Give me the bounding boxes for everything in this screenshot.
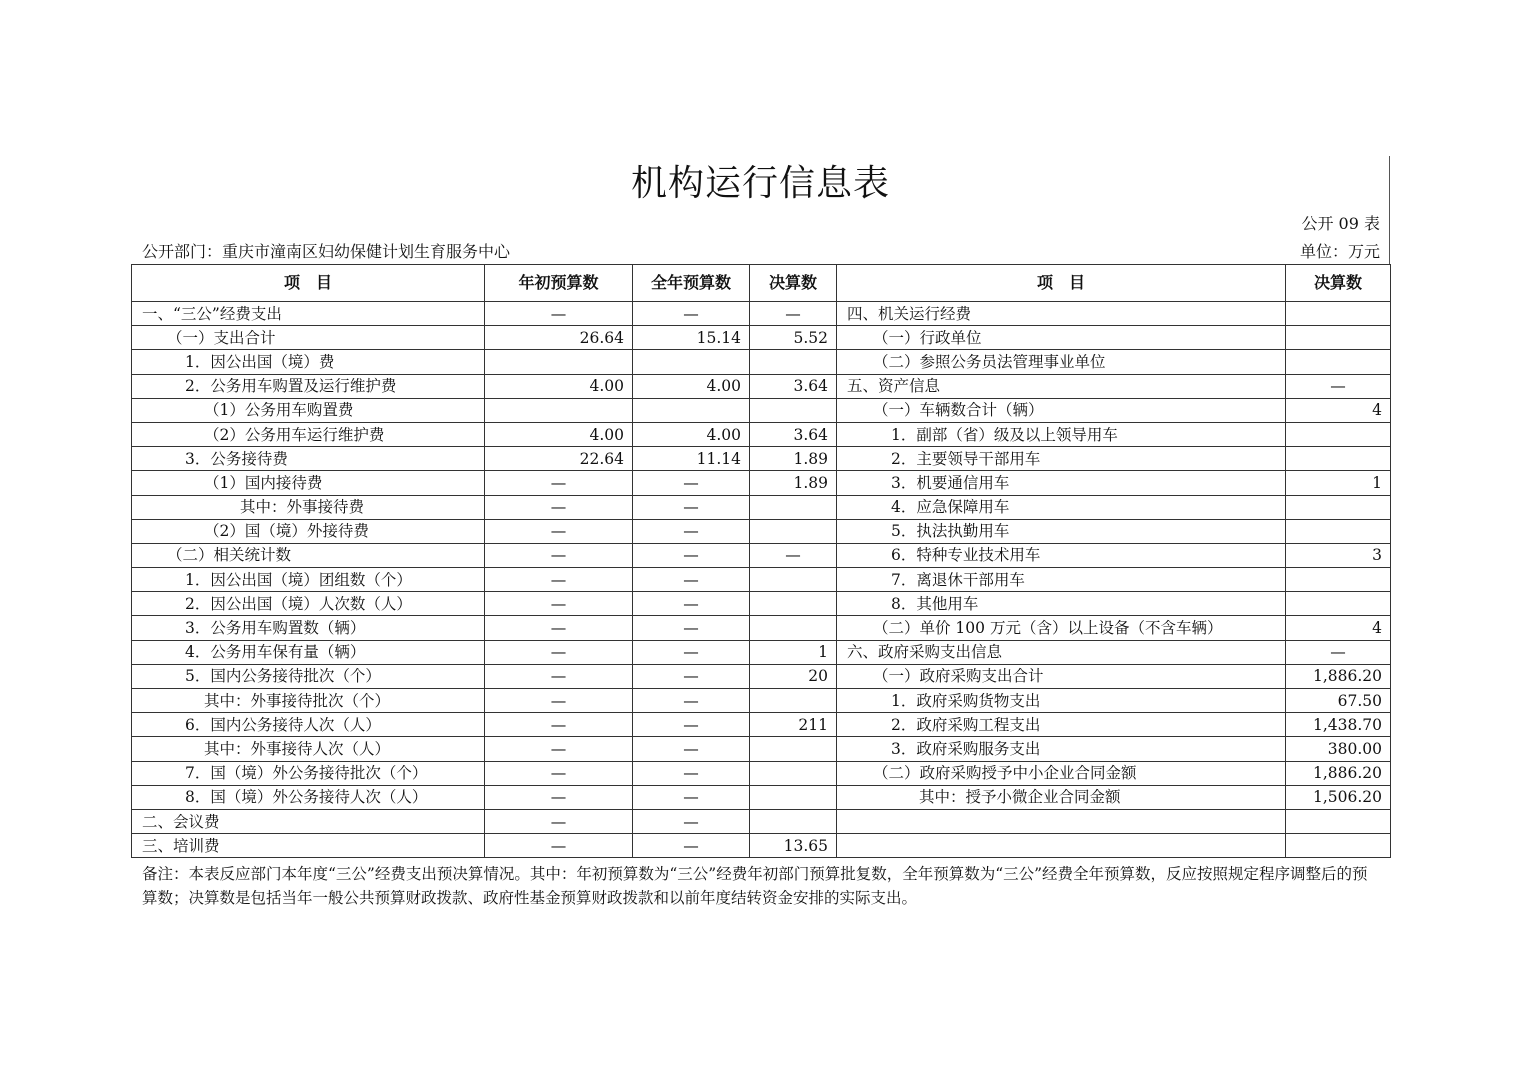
annual-budget-cell: — — [633, 809, 750, 833]
table-row — [132, 785, 1391, 809]
table-row — [132, 592, 1391, 616]
annual-budget-cell: 4.00 — [633, 422, 750, 446]
initial-budget-cell: — — [485, 785, 633, 809]
initial-budget-cell: — — [485, 761, 633, 785]
annual-budget-cell — [633, 398, 750, 422]
annual-budget-cell: — — [633, 471, 750, 495]
table-row — [132, 495, 1391, 519]
right-final-cell: 1,886.20 — [1286, 664, 1391, 688]
left-item: 1．因公出国（境）团组数（个） — [132, 568, 485, 592]
table-row — [132, 519, 1391, 543]
right-item: （二）参照公务员法管理事业单位 — [837, 350, 1286, 374]
right-final-cell: 380.00 — [1286, 737, 1391, 761]
table-row — [132, 422, 1391, 446]
right-final-cell: 67.50 — [1286, 689, 1391, 713]
right-final-cell: 4 — [1286, 616, 1391, 640]
final-cell: 20 — [750, 664, 837, 688]
right-final-cell — [1286, 447, 1391, 471]
final-cell — [750, 568, 837, 592]
initial-budget-cell: — — [485, 471, 633, 495]
annual-budget-cell: — — [633, 689, 750, 713]
left-item: 二、会议费 — [132, 809, 485, 833]
annual-budget-cell: — — [633, 543, 750, 567]
initial-budget-cell: 22.64 — [485, 447, 633, 471]
final-cell — [750, 616, 837, 640]
right-final-cell — [1286, 834, 1391, 858]
right-item: 2．政府采购工程支出 — [837, 713, 1286, 737]
left-item: 3．公务用车购置数（辆） — [132, 616, 485, 640]
table-header-row — [132, 265, 1391, 302]
right-final-cell: 1,438.70 — [1286, 713, 1391, 737]
left-item: 8．国（境）外公务接待人次（人） — [132, 785, 485, 809]
department-label: 公开部门：重庆市潼南区妇幼保健计划生育服务中心 — [142, 242, 511, 261]
annual-budget-cell: — — [633, 640, 750, 664]
table-row — [132, 809, 1391, 833]
annual-budget-cell: — — [633, 568, 750, 592]
table-row — [132, 713, 1391, 737]
final-cell: 1.89 — [750, 471, 837, 495]
right-item: 6．特种专业技术用车 — [837, 543, 1286, 567]
annual-budget-cell: — — [633, 302, 750, 326]
right-item: 2．主要领导干部用车 — [837, 447, 1286, 471]
final-cell: 3.64 — [750, 374, 837, 398]
right-item: 5．执法执勤用车 — [837, 519, 1286, 543]
final-cell — [750, 495, 837, 519]
info-table — [131, 264, 1391, 858]
initial-budget-cell: — — [485, 302, 633, 326]
final-cell — [750, 785, 837, 809]
final-cell: 1 — [750, 640, 837, 664]
right-item: 3．机要通信用车 — [837, 471, 1286, 495]
table-row — [132, 616, 1391, 640]
left-item: 2．因公出国（境）人次数（人） — [132, 592, 485, 616]
page-title: 机构运行信息表 — [630, 163, 890, 204]
left-item: 4．公务用车保有量（辆） — [132, 640, 485, 664]
annual-budget-cell — [633, 350, 750, 374]
final-cell: — — [750, 302, 837, 326]
final-cell: 1.89 — [750, 447, 837, 471]
right-final-cell: 1 — [1286, 471, 1391, 495]
right-final-cell — [1286, 592, 1391, 616]
right-final-cell — [1286, 326, 1391, 350]
header-item-right: 项 目 — [837, 265, 1286, 302]
right-item: 3．政府采购服务支出 — [837, 737, 1286, 761]
table-row — [132, 640, 1391, 664]
initial-budget-cell: — — [485, 543, 633, 567]
left-item: 1．因公出国（境）费 — [132, 350, 485, 374]
final-cell — [750, 689, 837, 713]
final-cell: — — [750, 543, 837, 567]
right-final-cell: 3 — [1286, 543, 1391, 567]
left-item: 其中：外事接待人次（人） — [132, 737, 485, 761]
right-item: （一）行政单位 — [837, 326, 1286, 350]
left-item: 其中：外事接待费 — [132, 495, 485, 519]
initial-budget-cell — [485, 398, 633, 422]
right-item: 1．副部（省）级及以上领导用车 — [837, 422, 1286, 446]
left-item: （1）公务用车购置费 — [132, 398, 485, 422]
right-final-cell — [1286, 302, 1391, 326]
right-final-cell — [1286, 422, 1391, 446]
right-item: （二）单价 100 万元（含）以上设备（不含车辆） — [837, 616, 1286, 640]
header-annual-budget: 全年预算数 — [633, 265, 750, 302]
right-item: （二）政府采购授予中小企业合同金额 — [837, 761, 1286, 785]
left-item: 6．国内公务接待人次（人） — [132, 713, 485, 737]
annual-budget-cell: — — [633, 519, 750, 543]
final-cell: 5.52 — [750, 326, 837, 350]
left-item: 一、“三公”经费支出 — [132, 302, 485, 326]
left-item: （2）国（境）外接待费 — [132, 519, 485, 543]
right-item: 四、机关运行经费 — [837, 302, 1286, 326]
annual-budget-cell: — — [633, 737, 750, 761]
final-cell: 211 — [750, 713, 837, 737]
table-row — [132, 568, 1391, 592]
right-item: 六、政府采购支出信息 — [837, 640, 1286, 664]
table-row — [132, 350, 1391, 374]
annual-budget-cell: — — [633, 713, 750, 737]
right-item — [837, 809, 1286, 833]
left-item: （2）公务用车运行维护费 — [132, 422, 485, 446]
right-item: 五、资产信息 — [837, 374, 1286, 398]
left-item: 三、培训费 — [132, 834, 485, 858]
initial-budget-cell: — — [485, 834, 633, 858]
left-item: 5．国内公务接待批次（个） — [132, 664, 485, 688]
final-cell — [750, 737, 837, 761]
right-final-cell: — — [1286, 374, 1391, 398]
table-row — [132, 471, 1391, 495]
final-cell — [750, 519, 837, 543]
annual-budget-cell: — — [633, 495, 750, 519]
left-item: 2．公务用车购置及运行维护费 — [132, 374, 485, 398]
initial-budget-cell: — — [485, 689, 633, 713]
header-item: 项 目 — [132, 265, 485, 302]
table-row — [132, 543, 1391, 567]
annual-budget-cell: — — [633, 664, 750, 688]
final-cell: 3.64 — [750, 422, 837, 446]
right-final-cell — [1286, 809, 1391, 833]
right-item: （一）车辆数合计（辆） — [837, 398, 1286, 422]
header-initial-budget: 年初预算数 — [485, 265, 633, 302]
right-item: 其中：授予小微企业合同金额 — [837, 785, 1286, 809]
annual-budget-cell: — — [633, 761, 750, 785]
initial-budget-cell: 4.00 — [485, 374, 633, 398]
table-row — [132, 664, 1391, 688]
initial-budget-cell: — — [485, 568, 633, 592]
header-final: 决算数 — [750, 265, 837, 302]
left-item: （二）相关统计数 — [132, 543, 485, 567]
left-item: 7．国（境）外公务接待批次（个） — [132, 761, 485, 785]
header-final-right: 决算数 — [1286, 265, 1391, 302]
annual-budget-cell: — — [633, 834, 750, 858]
initial-budget-cell: — — [485, 519, 633, 543]
initial-budget-cell: — — [485, 495, 633, 519]
table-row — [132, 834, 1391, 858]
table-row — [132, 761, 1391, 785]
final-cell — [750, 398, 837, 422]
initial-budget-cell: — — [485, 616, 633, 640]
right-item — [837, 834, 1286, 858]
initial-budget-cell: — — [485, 664, 633, 688]
initial-budget-cell — [485, 350, 633, 374]
initial-budget-cell: — — [485, 737, 633, 761]
annual-budget-cell: — — [633, 616, 750, 640]
right-final-cell — [1286, 568, 1391, 592]
right-final-cell: 1,506.20 — [1286, 785, 1391, 809]
right-item: 1．政府采购货物支出 — [837, 689, 1286, 713]
final-cell — [750, 350, 837, 374]
unit-label: 单位：万元 — [1299, 242, 1380, 261]
right-final-cell — [1286, 519, 1391, 543]
right-item: 7．离退休干部用车 — [837, 568, 1286, 592]
annual-budget-cell: — — [633, 785, 750, 809]
right-final-cell: 4 — [1286, 398, 1391, 422]
right-item: 8．其他用车 — [837, 592, 1286, 616]
right-final-cell: — — [1286, 640, 1391, 664]
right-final-cell — [1286, 350, 1391, 374]
right-final-cell: 1,886.20 — [1286, 761, 1391, 785]
initial-budget-cell: — — [485, 713, 633, 737]
annual-budget-cell: 11.14 — [633, 447, 750, 471]
left-item: 其中：外事接待批次（个） — [132, 689, 485, 713]
table-number: 公开 09 表 — [1301, 214, 1380, 233]
table-row — [132, 689, 1391, 713]
initial-budget-cell: — — [485, 592, 633, 616]
final-cell — [750, 592, 837, 616]
right-item: 4．应急保障用车 — [837, 495, 1286, 519]
final-cell: 13.65 — [750, 834, 837, 858]
table-row — [132, 302, 1391, 326]
initial-budget-cell: 4.00 — [485, 422, 633, 446]
initial-budget-cell: — — [485, 640, 633, 664]
table-row — [132, 374, 1391, 398]
initial-budget-cell: — — [485, 809, 633, 833]
table-row — [132, 398, 1391, 422]
initial-budget-cell: 26.64 — [485, 326, 633, 350]
annual-budget-cell: — — [633, 592, 750, 616]
table-row — [132, 737, 1391, 761]
annual-budget-cell: 15.14 — [633, 326, 750, 350]
table-row — [132, 326, 1391, 350]
final-cell — [750, 761, 837, 785]
left-item: 3．公务接待费 — [132, 447, 485, 471]
final-cell — [750, 809, 837, 833]
annual-budget-cell: 4.00 — [633, 374, 750, 398]
left-item: （一）支出合计 — [132, 326, 485, 350]
left-item: （1）国内接待费 — [132, 471, 485, 495]
table-row — [132, 447, 1391, 471]
right-item: （一）政府采购支出合计 — [837, 664, 1286, 688]
footnote: 备注：本表反应部门本年度“三公”经费支出预决算情况。其中：年初预算数为“三公”经费年初部门预算批复数，全年预算数为“三公”经费全年预算数，反应按照规定程序调整后的预算数；决算数是包括当年一般公共预算财政拨款、政府性基金预算财政拨款和以前年度结转资金安排的实际支出。 — [142, 865, 1368, 907]
right-final-cell — [1286, 495, 1391, 519]
